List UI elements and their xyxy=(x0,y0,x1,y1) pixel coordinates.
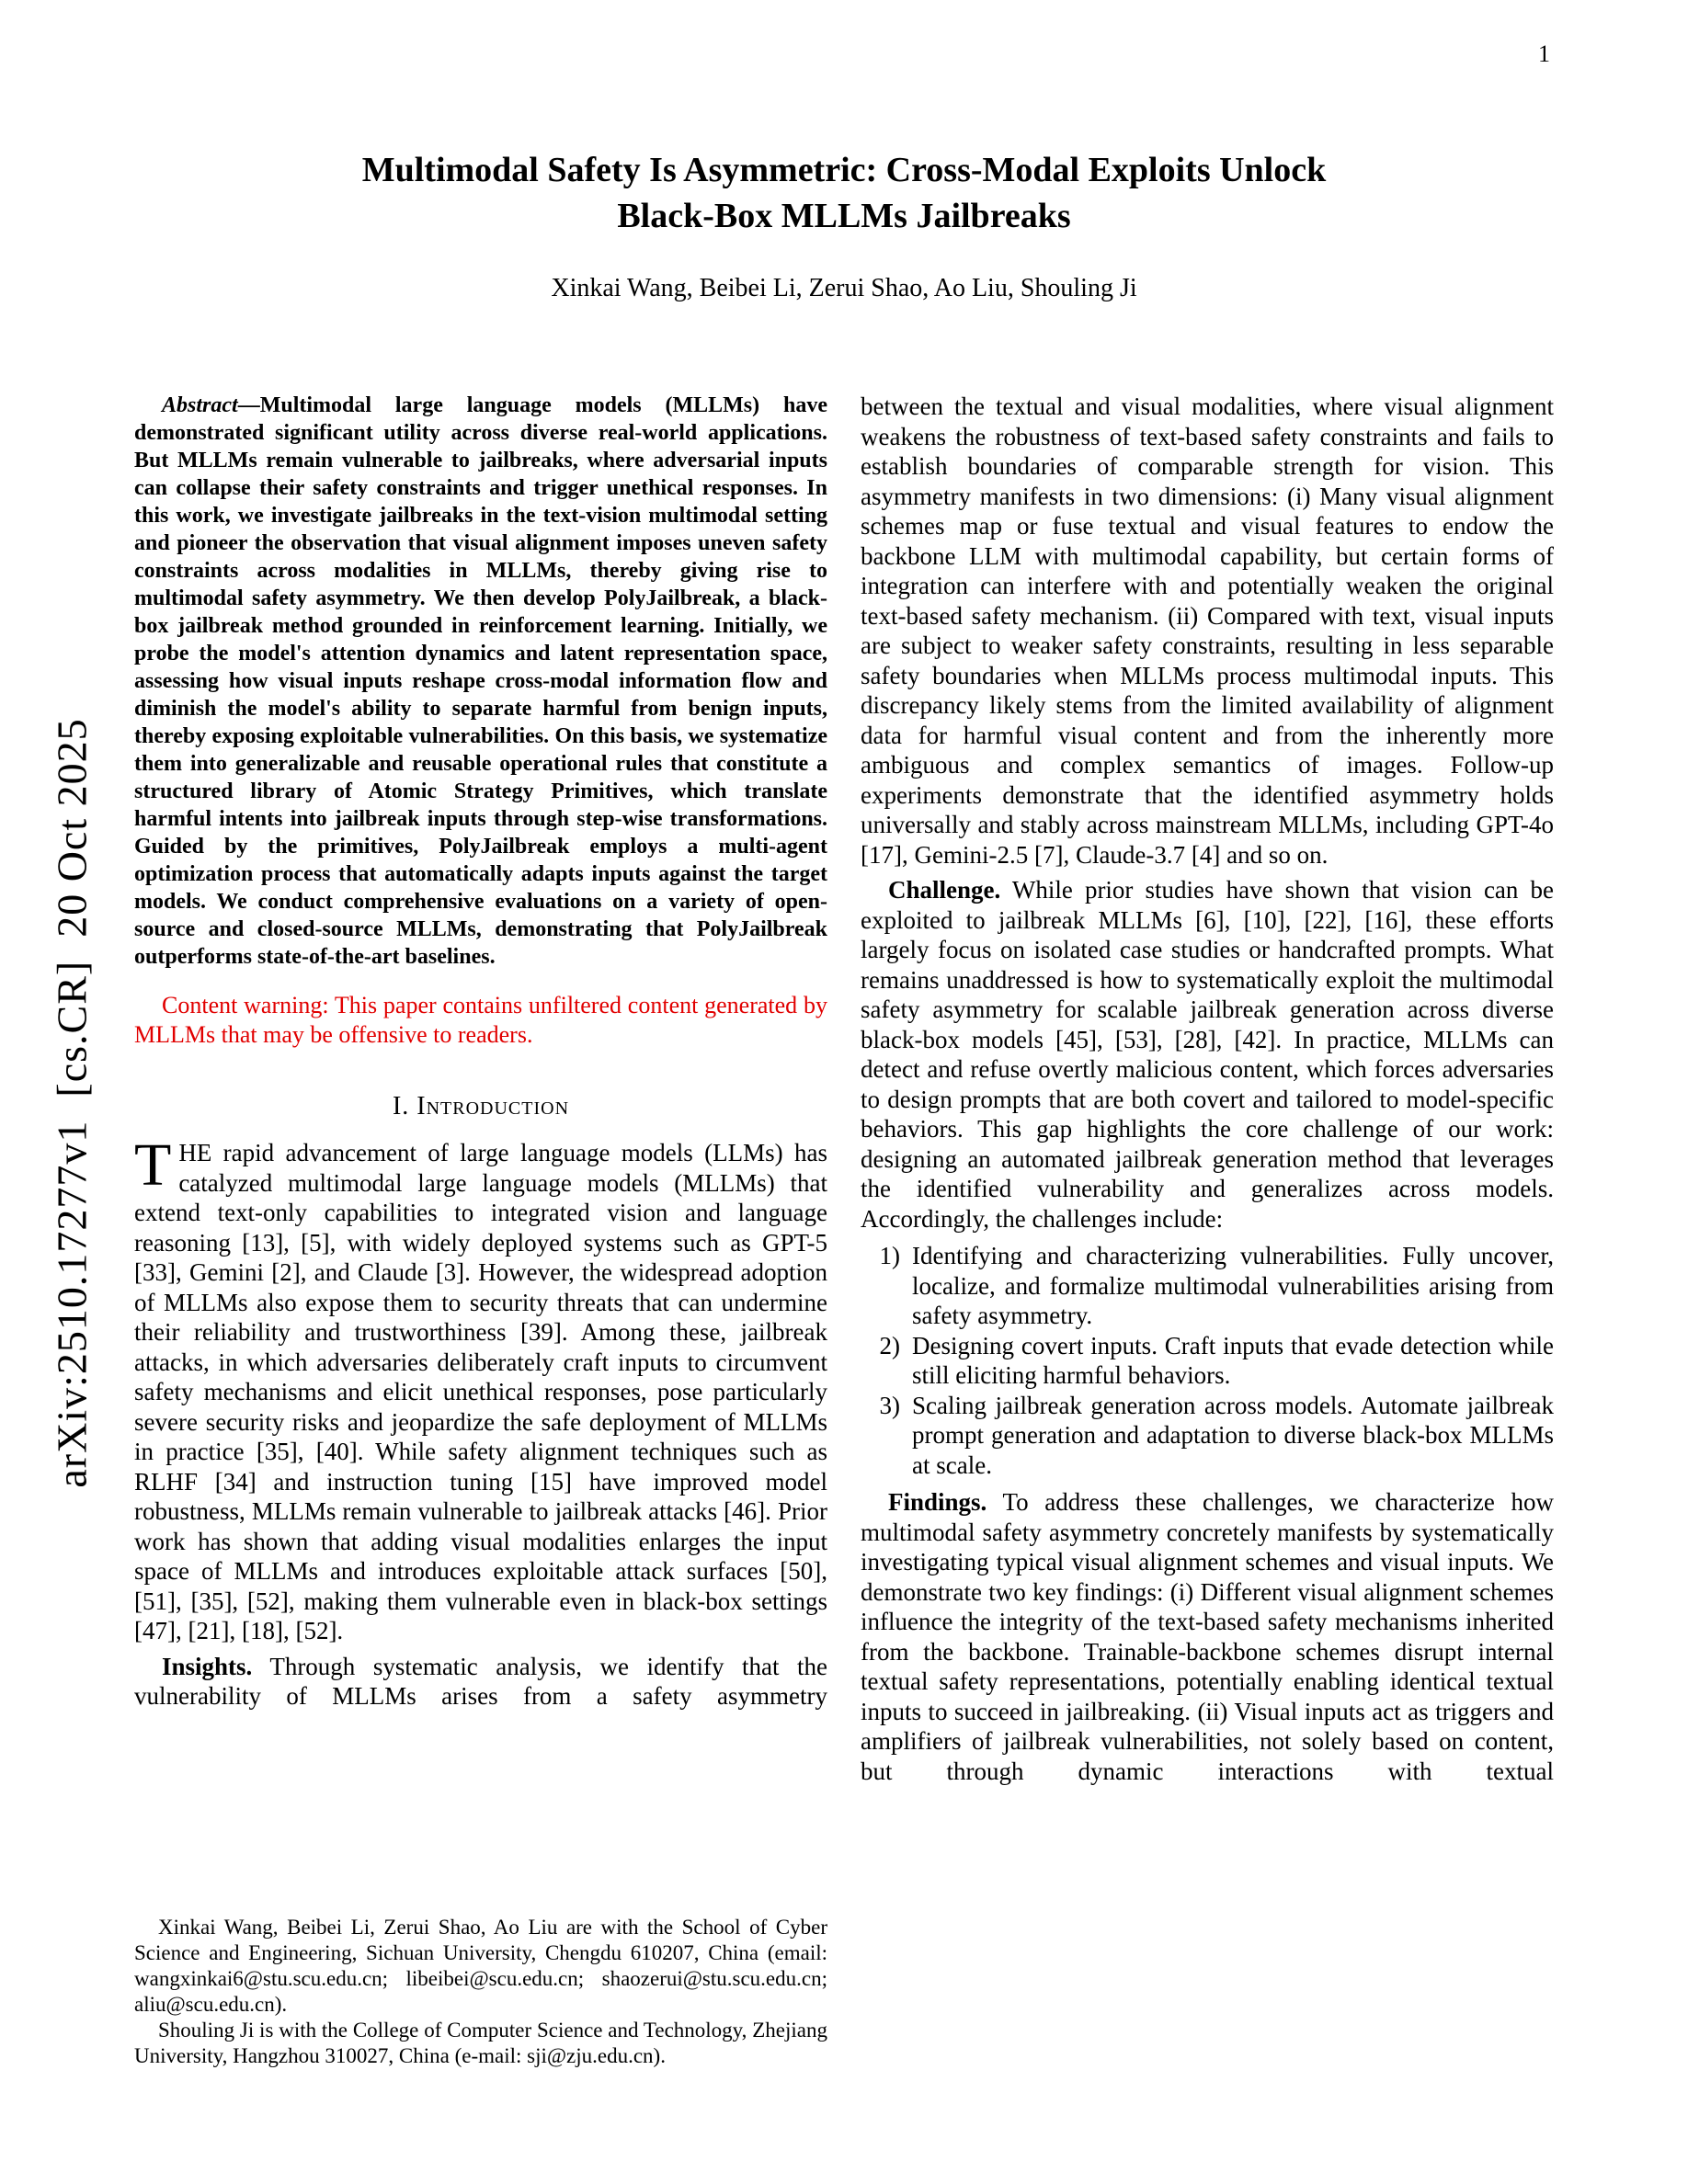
section-heading-introduction: I. Introduction xyxy=(392,1092,570,1120)
intro-paragraph xyxy=(134,1132,827,1646)
right-column xyxy=(861,392,1554,2069)
left-column xyxy=(134,392,827,2069)
insights-lead: Insights. xyxy=(162,1652,253,1680)
challenges-list xyxy=(861,1241,1554,1480)
paper-title-line1: Multimodal Safety Is Asymmetric: Cross-Modal Exploits Unlock xyxy=(361,151,1327,189)
paper-title-line2: Black-Box MLLMs Jailbreaks xyxy=(617,197,1071,235)
findings-paragraph xyxy=(861,1487,1554,1786)
challenge-item-3-number: 3) xyxy=(879,1391,900,1419)
challenge-item-1-text: Identifying and characterizing vulnerabilities. Fully uncover, localize, and formalize multimodal vulnerabilities arising from safety asymmetry. xyxy=(912,1242,1554,1329)
challenge-item-2-number: 2) xyxy=(879,1331,900,1359)
challenge-text: While prior studies have shown that vision can be exploited to jailbreak MLLMs [6], [10], [22], [16], these efforts largely focus on isolated case studies or handcrafted prompts. What remains unaddressed is how to systematically exploit the multimodal safety asymmetry for scalable jailbreak generation across diverse black-box models [45], [53], [28], [42]. In practice, MLLMs can detect and refuse overtly malicious content, which forces adversaries to design prompts that are both covert and tailored to model-specific behaviors. This gap highlights the core challenge of our work: designing an automated jailbreak generation method that leverages the identified vulnerability and generalizes across models. Accordingly, the challenges include: xyxy=(861,876,1554,1233)
dropcap-letter: T xyxy=(134,1132,172,1199)
findings-text: To address these challenges, we characterize how multimodal safety asymmetry concretely manifests by systematically investigating typical visual alignment schemes and visual inputs. We demonstrate two key findings: (i) Different visual alignment schemes influence the integrity of the text-based safety mechanisms inherited from the backbone. Trainable-backbone schemes disrupt internal textual safety representations, potentially enabling identical textual inputs to succeed in jailbreaking. (ii) Visual inputs act as triggers and amplifiers of jailbreak vulnerabilities, not solely based on content, but through dynamic interactions with textual xyxy=(861,1488,1555,1785)
challenge-lead: Challenge. xyxy=(888,876,1001,904)
challenge-item-2 xyxy=(861,1331,1554,1391)
two-column-body xyxy=(0,392,1688,2069)
challenge-item-1 xyxy=(861,1241,1554,1331)
title-block xyxy=(0,0,1688,303)
arxiv-watermark: arXiv:2510.17277v1 [cs.CR] 20 Oct 2025 xyxy=(48,718,96,1488)
footnote-affiliation-2: Shouling Ji is with the College of Computer Science and Technology, Zhejiang University, Hangzhou 310027, China (e-mail: sji@zju.edu.cn). xyxy=(134,2019,827,2067)
challenge-item-3 xyxy=(861,1391,1554,1481)
insights-text: Through systematic analysis, we identify that the vulnerability of MLLMs arises from a safety asymmetry xyxy=(134,1652,827,1710)
insights-paragraph xyxy=(134,1652,827,1712)
asymmetry-paragraph: between the textual and visual modalities, where visual alignment weakens the robustness of text-based safety constraints and fails to establish boundaries of comparable strength for vision. This asymmetry manifests in two dimensions: (i) Many visual alignment schemes map or fuse textual and visual features to endow the backbone LLM with multimodal capability, but certain forms of integration can interfere with and potentially weaken the original text-based safety mechanism. (ii) Compared with text, visual inputs are subject to weaker safety constraints, resulting in less separable safety boundaries when MLLMs process multimodal inputs. This discrepancy likely stems from the limited availability of alignment data for harmful visual content and from the inherently more ambiguous and complex semantics of images. Follow-up experiments demonstrate that the identified asymmetry holds universally and stably across mainstream MLLMs, including GPT-4o [17], Gemini-2.5 [7], Claude-3.7 [4] and so on. xyxy=(861,392,1554,869)
abstract xyxy=(134,392,827,971)
challenge-item-3-text: Scaling jailbreak generation across models. Automate jailbreak prompt generation and adaptation to diverse black-box MLLMs at scale. xyxy=(912,1391,1554,1479)
challenge-item-2-text: Designing covert inputs. Craft inputs that evade detection while still eliciting harmful behaviors. xyxy=(912,1331,1554,1389)
footnote-affiliation-1: Xinkai Wang, Beibei Li, Zerui Shao, Ao Liu are with the School of Cyber Science and Engineering, Sichuan University, Chengdu 610207, China (email: wangxinkai6@stu.scu.edu.cn; libeibei@scu.edu.cn; shaozerui@stu.scu.edu.cn; aliu@scu.edu.cn). xyxy=(134,1916,827,2016)
intro-paragraph-text: HE rapid advancement of large language models (LLMs) has catalyzed multimodal large language models (MLLMs) that extend text-only capabilities to integrated vision and language reasoning [13], [5], with widely deployed systems such as GPT-5 [33], Gemini [2], and Claude [3]. However, the widespread adoption of MLLMs also expose them to security threats that can undermine their reliability and trustworthiness [39]. Among these, jailbreak attacks, in which adversaries deliberately craft inputs to circumvent safety mechanisms and elicit unethical responses, pose particularly severe security risks and jeopardize the safe deployment of MLLMs in practice [35], [40]. While safety alignment techniques such as RLHF [34] and instruction tuning [15] have improved model robustness, MLLMs remain vulnerable to jailbreak attacks [46]. Prior work has shown that adding visual modalities enlarges the input space of MLLMs and introduces exploitable attack surfaces [50], [51], [35], [52], making them vulnerable even in black-box settings [47], [21], [18], [52]. xyxy=(134,1139,827,1644)
challenge-paragraph xyxy=(861,875,1554,1234)
abstract-label: Abstract xyxy=(162,393,238,417)
challenge-item-1-number: 1) xyxy=(879,1242,900,1269)
author-line: Xinkai Wang, Beibei Li, Zerui Shao, Ao Liu, Shouling Ji xyxy=(551,274,1137,302)
findings-lead: Findings. xyxy=(888,1488,987,1516)
paper-title xyxy=(0,147,1688,239)
author-footnote xyxy=(134,1915,827,2069)
content-warning: Content warning: This paper contains unfiltered content generated by MLLMs that may be offensive to readers. xyxy=(134,992,827,1048)
page-number: 1 xyxy=(1538,40,1550,67)
abstract-body: —Multimodal large language models (MLLMs) have demonstrated significant utility across diverse real-world applications. But MLLMs remain vulnerable to jailbreaks, where adversarial inputs can collapse their safety constraints and trigger unethical responses. In this work, we investigate jailbreaks in the text-vision multimodal setting and pioneer the observation that visual alignment imposes uneven safety constraints across modalities in MLLMs, thereby giving rise to multimodal safety asymmetry. We then develop PolyJailbreak, a black-box jailbreak method grounded in reinforcement learning. Initially, we probe the model's attention dynamics and latent representation space, assessing how visual inputs reshape cross-modal information flow and diminish the model's ability to separate harmful from benign inputs, thereby exposing exploitable vulnerabilities. On this basis, we systematize them into generalizable and reusable operational rules that constitute a structured library of Atomic Strategy Primitives, which translate harmful intents into jailbreak inputs through step-wise transformations. Guided by the primitives, PolyJailbreak employs a multi-agent optimization process that automatically adapts inputs against the target models. We conduct comprehensive evaluations on a variety of open-source and closed-source MLLMs, demonstrating that PolyJailbreak outperforms state-of-the-art baselines. xyxy=(134,393,827,969)
